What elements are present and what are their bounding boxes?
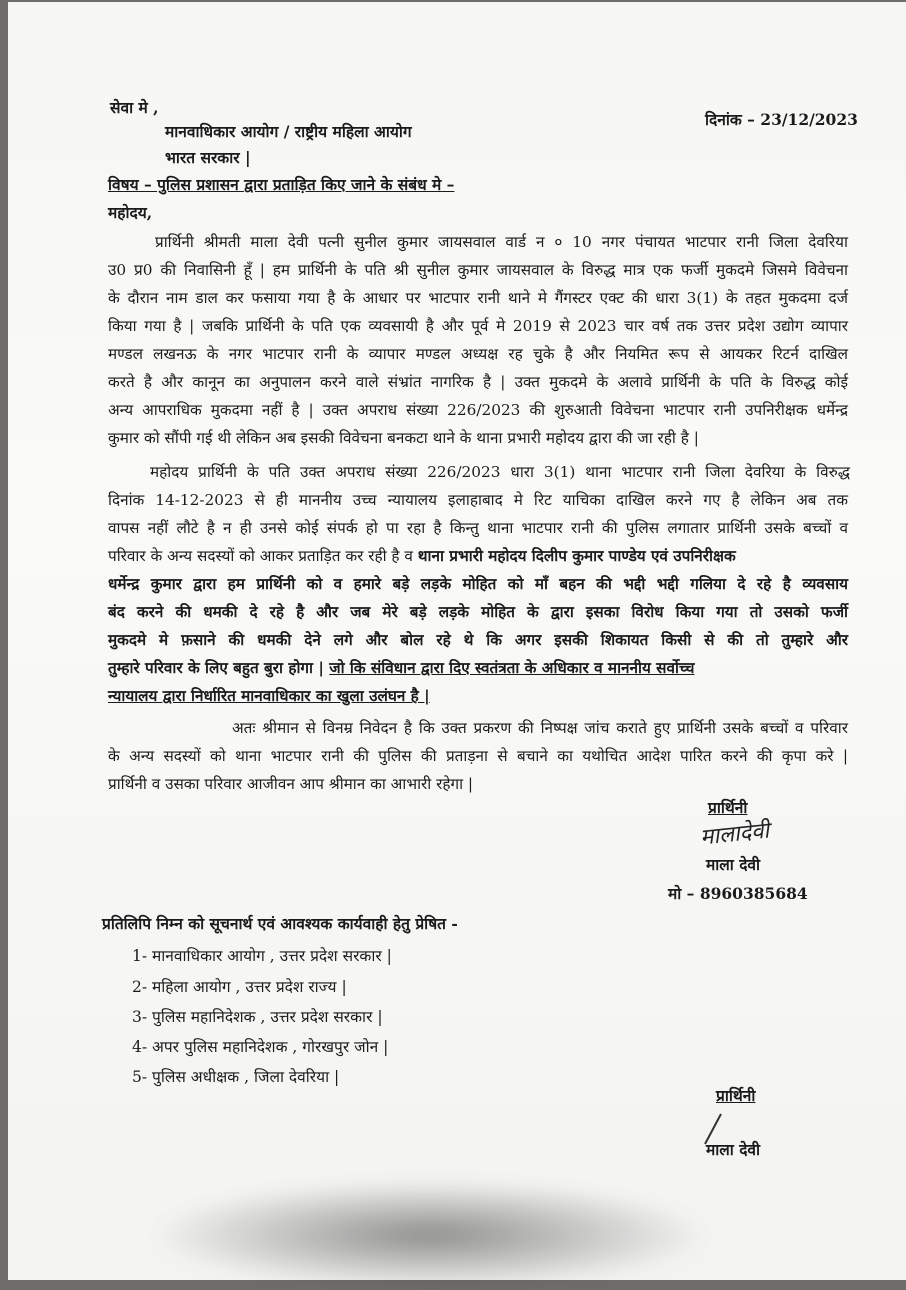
para3-line: के अन्य सदस्यों को थाना भाटपार रानी की पुलिस की प्रताड़ना से बचाने का यथोचित आदेश पारित करने की कृपा करे | [108,747,848,765]
signature-label: प्रार्थिनी [708,798,748,817]
para2-plain-text: परिवार के अन्य सदस्यों को आकर प्रताड़ित कर रही है व [108,547,418,565]
letter-date: दिनांक – 23/12/2023 [705,110,858,129]
copy-item: 2- महिला आयोग , उत्तर प्रदेश राज्य | [132,978,347,996]
para1-line: अन्य आपराधिक मुकदमा नहीं है | उक्त अपराध संख्या 226/2023 की शुरुआती विवेचना भाटपार रानी उपनिरीक्षक धर्मेन्द्र [108,401,848,419]
signatory-mobile: मो – 8960385684 [668,884,808,903]
para2-bold-line [108,686,848,706]
salutation: सेवा मे , [110,98,159,117]
violation-statement: जो कि संविधान द्वारा दिए स्वतंत्रता के अधिकार व माननीय सर्वोच्च [329,659,695,677]
para2-bold-text: तुम्हारे परिवार के लिए बहुत बुरा होगा | [108,659,330,677]
subject-line: विषय – पुलिस प्रशासन द्वारा प्रताड़ित किए जाने के संबंध मे – [108,175,455,194]
copy-item: 3- पुलिस महानिदेशक , उत्तर प्रदेश सरकार | [132,1008,383,1026]
para1-line: प्रार्थिनी श्रीमती माला देवी पत्नी सुनील कुमार जायसवाल वार्ड न ० 10 नगर पंचायत भाटपार रानी जिला देवरिया [155,233,848,251]
para1-line: मण्डल लखनऊ के नगर भाटपार रानी के व्यापार मण्डल अध्यक्ष रह चुके है और नियमित रूप से आयकर रिटर्न दाखिल [108,345,848,363]
para3-line: अतः श्रीमान से विनम्र निवेदन है कि उक्त प्रकरण की निष्पक्ष जांच कराते हुए प्रार्थिनी उसके बच्चों व परिवार [232,719,848,737]
copy-heading: प्रतिलिपि निम्न को सूचनार्थ एवं आवश्यक कार्यवाही हेतु प्रेषित - [102,914,458,933]
para2-line: महोदय प्रार्थिनी के पति उक्त अपराध संख्या 226/2023 धारा 3(1) थाना भाटपार रानी जिला देवरिया के विरुद्ध [150,463,850,481]
para2-bold-text: थाना प्रभारी महोदय दिलीप कुमार पाण्डेय एवं उपनिरीक्षक [417,547,736,565]
para3-line: प्रार्थिनी व उसका परिवार आजीवन आप श्रीमान का आभारी रहेगा | [108,775,474,793]
para1-line: के दौरान नाम डाल कर फसाया गया है के आधार पर भाटपार रानी थाने मे गैंगस्टर एक्ट की धारा 3(1) के तहत मुकदमा दर्ज [108,289,848,307]
greeting: महोदय, [108,203,153,222]
copy-item: 4- अपर पुलिस महानिदेशक , गोरखपुर जोन | [132,1038,389,1056]
para1-line: उ0 प्र0 की निवासिनी हूँ | हम प्रार्थिनी के पति श्री सुनील कुमार जायसवाल के विरुद्ध मात्र एक फर्जी मुकदमे जिसमे विवेचना [108,261,848,279]
signatory-name: माला देवी [706,855,761,874]
photo-shadow [150,1180,710,1290]
para1-line: करते है और कानून का अनुपालन करने वाले संभ्रांत नागरिक है | उक्त मुकदमे के अलावे प्रार्थिनी के पति के विरुद्ध कोई [108,373,848,391]
para2-bold-line: धर्मेन्द्र कुमार द्वारा हम प्रार्थिनी को व हमारे बड़े लड़के मोहित को माँ बहन की भद्दी भद्दी गलिया दे रहे है व्यवसाय [108,575,848,593]
para1-line: किया गया है | जबकि प्रार्थिनी के पति एक व्यवसायी है और पूर्व मे 2019 से 2023 चार वर्ष तक उत्तर प्रदेश उद्योग व्यापार [108,317,848,335]
para1-line: कुमार को सौंपी गई थी लेकिन अब इसकी विवेचना बनकटा थाने के थाना प्रभारी महोदय द्वारा की जा रही है | [108,429,699,447]
signatory2-name: माला देवी [706,1140,761,1159]
para2-line [108,546,848,566]
recipient-line-2: भारत सरकार | [165,148,251,167]
recipient-line-1: मानवाधिकार आयोग / राष्ट्रीय महिला आयोग [165,122,412,141]
para2-bold-line [108,658,848,678]
para2-line: वापस नहीं लौटे है न ही उनसे कोई संपर्क हो पा रहा है किन्तु थाना भाटपार रानी की पुलिस लगातार प्रार्थिनी उसके बच्चों व [108,519,848,537]
handwritten-signature: मालादेवी [699,818,771,851]
para2-line: दिनांक 14-12-2023 से ही माननीय उच्च न्यायालय इलाहाबाद मे रिट याचिका दाखिल करने गए है लेकिन अब तक [108,491,848,509]
violation-statement: न्यायालय द्वारा निर्धारित मानवाधिकार का खुला उलंघन है | [108,687,430,705]
para2-bold-line: बंद करने की धमकी दे रहे है और जब मेरे बड़े लड़के मोहित के द्वारा इसका विरोध किया गया तो उसको फर्जी [108,603,848,621]
para2-bold-line: मुकदमे मे फ़साने की धमकी देने लगे और बोल रहे थे कि अगर इसकी शिकायत किसी से की तो तुम्हारे और [108,631,848,649]
copy-item: 5- पुलिस अधीक्षक , जिला देवरिया | [132,1068,340,1086]
signature2-label: प्रार्थिनी [716,1086,756,1105]
copy-item: 1- मानवाधिकार आयोग , उत्तर प्रदेश सरकार | [132,947,392,965]
